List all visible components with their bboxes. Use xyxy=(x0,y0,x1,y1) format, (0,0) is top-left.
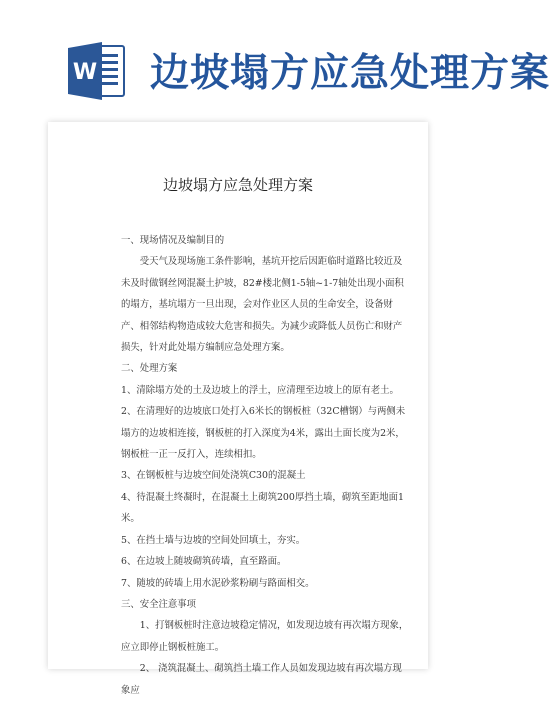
list-item: 2、 浇筑混凝土、砌筑挡土墙工作人员如发现边坡有再次塌方现象应 xyxy=(121,663,402,696)
list-item: 3、在钢板桩与边坡空间处浇筑C30的混凝土 xyxy=(121,470,306,482)
document-body xyxy=(121,230,411,701)
list-item: 4、待混凝土终凝时，在混凝土上砌筑200厚挡土墙，砌筑至距地面1米。 xyxy=(121,491,404,525)
list-item: 7、随坡的砖墙上用水泥砂浆粉刷与路面相交。 xyxy=(121,577,315,589)
document-title: 边坡塌方应急处理方案 xyxy=(162,176,313,194)
list-item: 2、在清理好的边坡底口处打入6米长的钢板桩（32C槽钢）与两侧未塌方的边坡相连接，钢板桩的打入深度为4米，露出土面长度为2米，钢板桩一正一反打入，连续相扣。 xyxy=(121,406,406,461)
svg-text:W: W xyxy=(72,60,98,85)
list-item: 5、在挡土墙与边坡的空间处回填土，夯实。 xyxy=(121,534,306,546)
word-document-icon xyxy=(66,40,128,102)
list-item: 1、打钢板桩时注意边坡稳定情况，如发现边坡有再次塌方现象，应立即停止钢板桩施工。 xyxy=(121,620,409,653)
header-banner xyxy=(0,0,550,120)
section-heading: 二、处理方案 xyxy=(121,363,178,375)
section-heading: 一、现场情况及编制目的 xyxy=(121,235,225,246)
list-item: 6、在边坡上随坡砌筑砖墙，直至路面。 xyxy=(121,556,287,568)
banner-title: 边坡塌方应急处理方案 xyxy=(150,51,550,96)
section-heading: 三、安全注意事项 xyxy=(121,598,197,610)
list-item: 1、清除塌方处的土及边坡上的浮土，应清理至边坡上的原有老土。 xyxy=(121,384,399,396)
document-page xyxy=(48,122,428,696)
paragraph: 受天气及现场施工条件影响，基坑开挖后因距临时道路比较近及未及时做钢丝网混凝土护坡，82#楼北侧1-5轴~1-7轴处出现小面积的塌方，基坑塌方一旦出现，会对作业区人员的生命安全，设备财产、相邻结构物造成较大危害和损失。为减少或降低人员伤亡和财产损失，针对此处塌方编制应急处理方案。 xyxy=(121,256,404,354)
